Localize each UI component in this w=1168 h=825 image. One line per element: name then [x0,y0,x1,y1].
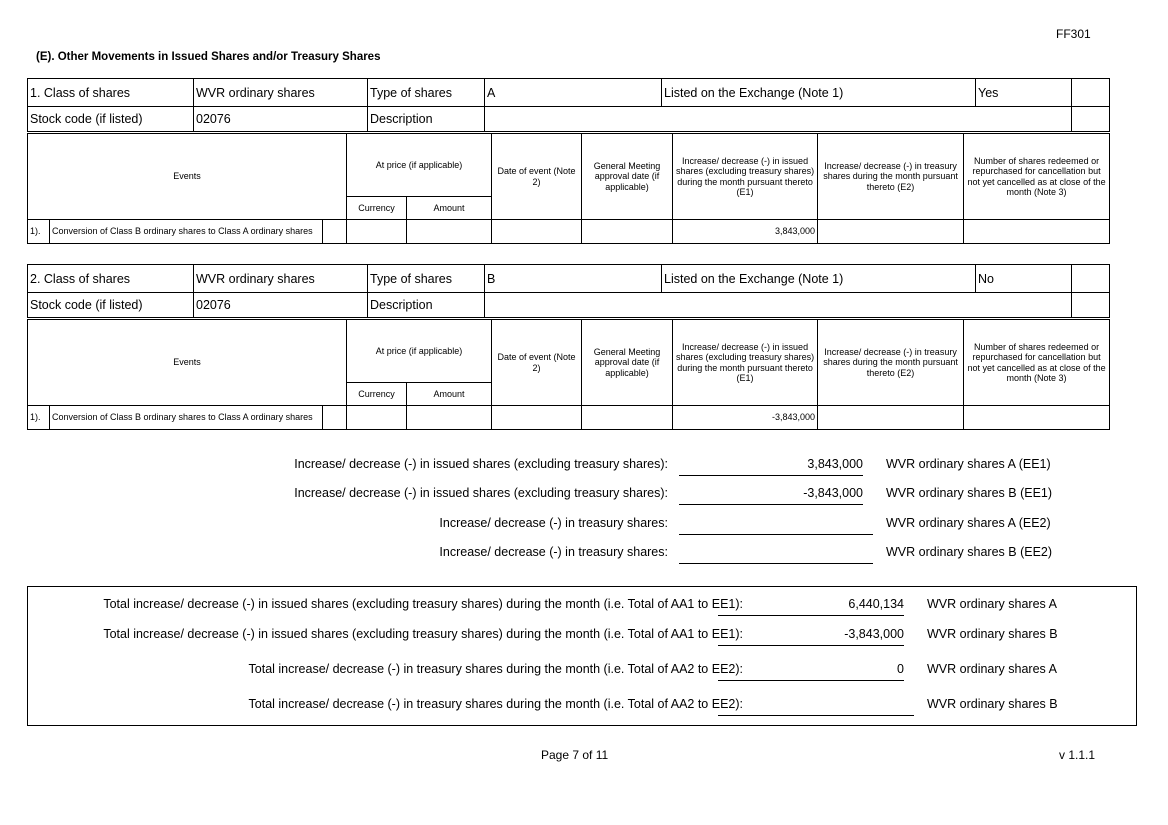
summary-unit: WVR ordinary shares A (EE1) [886,457,1051,471]
empty-cell [1072,293,1110,318]
e1-header: Increase/ decrease (-) in issued shares (excluding treasury shares) during the month pursuant thereto (E1) [673,320,818,406]
total-label: Total increase/ decrease (-) in issued shares (excluding treasury shares) during the month (i.e. Total of AA1 to EE1): [103,627,743,641]
listed-value: No [976,265,1072,293]
summary-label: Increase/ decrease (-) in issued shares (excluding treasury shares): [294,457,668,471]
currency-header: Currency [347,383,407,406]
total-row [28,695,1136,719]
total-row [28,595,1136,619]
listed-label: Listed on the Exchange (Note 1) [662,265,976,293]
amount-header: Amount [407,383,492,406]
e2-cell [818,220,964,244]
section-title: (E). Other Movements in Issued Shares and/or Treasury Shares [36,51,381,63]
listed-value: Yes [976,79,1072,107]
class-2-header-table [27,264,1110,318]
summary-value [679,514,873,535]
currency-cell [347,220,407,244]
gm-date-cell [582,406,673,430]
summary-value: 3,843,000 [679,455,863,476]
gm-date-header: General Meeting approval date (if applicable) [582,134,673,220]
event-number: 1). [28,220,50,244]
amount-header: Amount [407,197,492,220]
summary-value: -3,843,000 [679,484,863,505]
at-price-header: At price (if applicable) [347,134,492,197]
summary-label: Increase/ decrease (-) in treasury shares: [439,545,668,559]
date-of-event-header: Date of event (Note 2) [492,320,582,406]
class-of-shares-label: 2. Class of shares [28,265,194,293]
summary-label: Increase/ decrease (-) in issued shares (excluding treasury shares): [294,486,668,500]
e1-value: -3,843,000 [673,406,818,430]
total-label: Total increase/ decrease (-) in treasury shares during the month (i.e. Total of AA2 to EE2): [248,697,743,711]
class-of-shares-label: 1. Class of shares [28,79,194,107]
date-cell [492,220,582,244]
date-cell [492,406,582,430]
total-label: Total increase/ decrease (-) in treasury shares during the month (i.e. Total of AA2 to EE2): [248,662,743,676]
version-label: v 1.1.1 [1059,748,1096,762]
summary-label: Increase/ decrease (-) in treasury shares: [439,516,668,530]
e2-cell [818,406,964,430]
type-value: B [485,265,662,293]
empty-cell [1072,265,1110,293]
type-value: A [485,79,662,107]
total-value [718,695,914,716]
class-name-value: WVR ordinary shares [194,79,368,107]
summary-unit: WVR ordinary shares B (EE2) [886,545,1053,559]
summary-unit: WVR ordinary shares A (EE2) [886,516,1051,530]
total-unit: WVR ordinary shares A [927,662,1057,676]
total-row [28,660,1136,684]
summary-row [0,543,1168,567]
e2-header: Increase/ decrease (-) in treasury shares during the month pursuant thereto (E2) [818,134,964,220]
redeemed-cell [964,406,1110,430]
gm-date-cell [582,220,673,244]
description-label: Description [368,107,485,132]
summary-row [0,514,1168,538]
class-1-header-table [27,78,1110,132]
class-2-events-table [27,319,1110,430]
type-of-shares-label: Type of shares [368,265,485,293]
totals-box [27,586,1137,726]
e2-header: Increase/ decrease (-) in treasury shares during the month pursuant thereto (E2) [818,320,964,406]
total-row [28,625,1136,649]
stock-code-value: 02076 [194,293,368,318]
stock-code-label: Stock code (if listed) [28,107,194,132]
total-value: 6,440,134 [718,595,904,616]
total-unit: WVR ordinary shares B [927,697,1058,711]
empty-cell [1072,107,1110,132]
redeemed-header: Number of shares redeemed or repurchased for cancellation but not yet cancelled as at close of the month (Note 3) [964,320,1110,406]
total-unit: WVR ordinary shares B [927,627,1058,641]
class-name-value: WVR ordinary shares [194,265,368,293]
amount-cell [407,406,492,430]
total-value: 0 [718,660,904,681]
gm-date-header: General Meeting approval date (if applicable) [582,320,673,406]
at-price-header: At price (if applicable) [347,320,492,383]
empty-cell [323,406,347,430]
event-description: Conversion of Class B ordinary shares to Class A ordinary shares [50,406,323,430]
e1-header: Increase/ decrease (-) in issued shares (excluding treasury shares) during the month pursuant thereto (E1) [673,134,818,220]
description-value [485,107,1072,132]
e1-value: 3,843,000 [673,220,818,244]
total-label: Total increase/ decrease (-) in issued shares (excluding treasury shares) during the month (i.e. Total of AA1 to EE1): [103,597,743,611]
currency-header: Currency [347,197,407,220]
stock-code-value: 02076 [194,107,368,132]
currency-cell [347,406,407,430]
amount-cell [407,220,492,244]
listed-label: Listed on the Exchange (Note 1) [662,79,976,107]
type-of-shares-label: Type of shares [368,79,485,107]
page-number: Page 7 of 11 [541,748,609,762]
summary-row [0,484,1168,508]
total-unit: WVR ordinary shares A [927,597,1057,611]
empty-cell [323,220,347,244]
events-header: Events [28,320,347,406]
events-header: Events [28,134,347,220]
event-description: Conversion of Class B ordinary shares to Class A ordinary shares [50,220,323,244]
date-of-event-header: Date of event (Note 2) [492,134,582,220]
class-1-events-table [27,133,1110,244]
description-value [485,293,1072,318]
total-value: -3,843,000 [718,625,904,646]
empty-cell [1072,79,1110,107]
summary-unit: WVR ordinary shares B (EE1) [886,486,1053,500]
redeemed-cell [964,220,1110,244]
stock-code-label: Stock code (if listed) [28,293,194,318]
description-label: Description [368,293,485,318]
summary-value [679,543,873,564]
redeemed-header: Number of shares redeemed or repurchased for cancellation but not yet cancelled as at close of the month (Note 3) [964,134,1110,220]
summary-row [0,455,1168,479]
event-number: 1). [28,406,50,430]
form-code: FF301 [1056,27,1091,41]
